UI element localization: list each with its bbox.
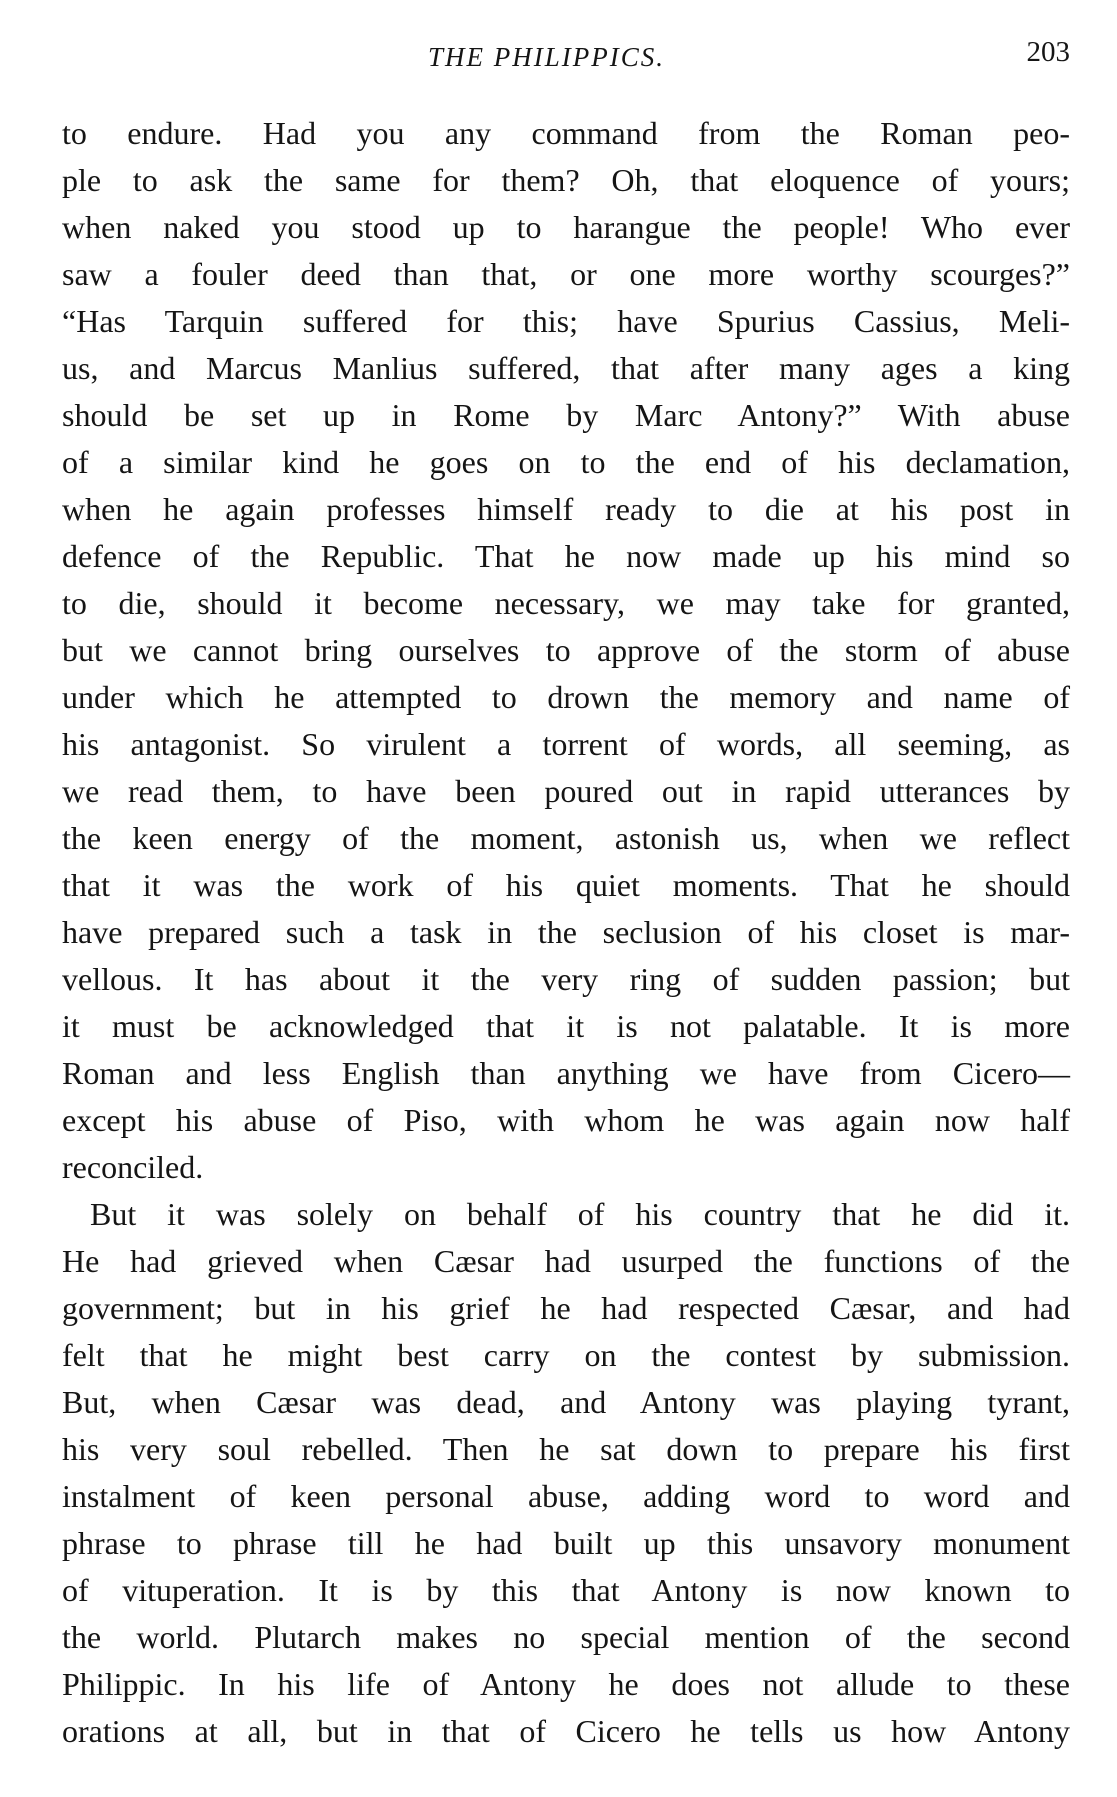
text-line: orations at all, but in that of Cicero he tells us how Antony — [62, 1713, 1070, 1749]
text-line: felt that he might best carry on the contest by submission. — [62, 1337, 1070, 1373]
text-line: have prepared such a task in the seclusion of his closet is mar- — [62, 914, 1070, 950]
text-line: the keen energy of the moment, astonish us, when we reflect — [62, 820, 1070, 856]
text-line: government; but in his grief he had respected Cæsar, and had — [62, 1290, 1070, 1326]
text-line: Roman and less English than anything we have from Cicero— — [62, 1055, 1070, 1091]
text-line: his antagonist. So virulent a torrent of words, all seeming, as — [62, 726, 1070, 762]
text-line: saw a fouler deed than that, or one more worthy scourges?” — [62, 256, 1070, 292]
text-line: when he again professes himself ready to die at his post in — [62, 491, 1070, 527]
text-line: But it was solely on behalf of his country that he did it. — [90, 1196, 1070, 1232]
text-line: He had grieved when Cæsar had usurped the functions of the — [62, 1243, 1070, 1279]
text-line: to endure. Had you any command from the Roman peo- — [62, 115, 1070, 151]
running-head — [60, 36, 1070, 80]
text-line: except his abuse of Piso, with whom he was again now half — [62, 1102, 1070, 1138]
text-line: his very soul rebelled. Then he sat down to prepare his first — [62, 1431, 1070, 1467]
text-line: we read them, to have been poured out in rapid utterances by — [62, 773, 1070, 809]
text-line: us, and Marcus Manlius suffered, that after many ages a king — [62, 350, 1070, 386]
text-line: of a similar kind he goes on to the end of his declamation, — [62, 444, 1070, 480]
text-line: but we cannot bring ourselves to approve of the storm of abuse — [62, 632, 1070, 668]
text-line: that it was the work of his quiet moments. That he should — [62, 867, 1070, 903]
text-line: reconciled. — [62, 1149, 204, 1185]
text-line: it must be acknowledged that it is not palatable. It is more — [62, 1008, 1070, 1044]
text-line: But, when Cæsar was dead, and Antony was playing tyrant, — [62, 1384, 1070, 1420]
text-line: should be set up in Rome by Marc Antony?” With abuse — [62, 397, 1070, 433]
text-line: the world. Plutarch makes no special mention of the second — [62, 1619, 1070, 1655]
paragraph-2 — [62, 1191, 1070, 1755]
text-line: defence of the Republic. That he now made up his mind so — [62, 538, 1070, 574]
page-number: 203 — [1026, 36, 1070, 68]
text-line: ple to ask the same for them? Oh, that eloquence of yours; — [62, 162, 1070, 198]
text-line: Philippic. In his life of Antony he does not allude to these — [62, 1666, 1070, 1702]
body-text — [62, 110, 1070, 1755]
text-line: of vituperation. It is by this that Antony is now known to — [62, 1572, 1070, 1608]
running-title: THE PHILIPPICS. — [428, 42, 665, 72]
text-line: phrase to phrase till he had built up this unsavory monument — [62, 1525, 1070, 1561]
text-line: to die, should it become necessary, we may take for granted, — [62, 585, 1070, 621]
text-line: under which he attempted to drown the memory and name of — [62, 679, 1070, 715]
text-line: when naked you stood up to harangue the people! Who ever — [62, 209, 1070, 245]
text-line: “Has Tarquin suffered for this; have Spurius Cassius, Meli- — [62, 303, 1070, 339]
text-line: instalment of keen personal abuse, adding word to word and — [62, 1478, 1070, 1514]
paragraph-1 — [62, 110, 1070, 1191]
text-line: vellous. It has about it the very ring of sudden passion; but — [62, 961, 1070, 997]
